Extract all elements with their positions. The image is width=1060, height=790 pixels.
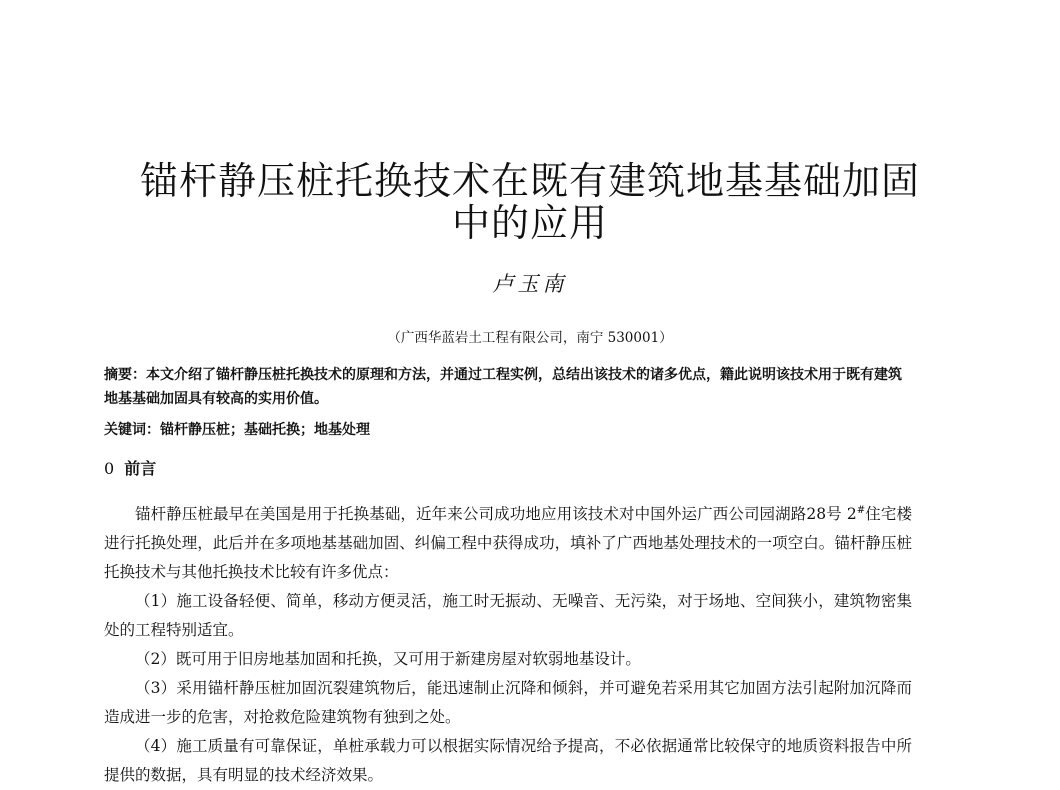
advantage-item-1: （1）施工设备轻便、简单，移动方便灵活，施工时无振动、无噪音、无污染，对于场地、空间狭小，建筑物密集处的工程特别适宜。: [104, 592, 912, 639]
intro-text-part-1: 锚杆静压桩最早在美国是用于托换基础，近年来公司成功地应用该技术对中国外运广西公司园湖路28号 2: [135, 505, 857, 523]
paper-title-line-1: 锚杆静压桩托换技术在既有建筑地基基础加固: [139, 159, 920, 203]
keywords-text: 锚杆静压桩；基础托换；地基处理: [160, 422, 370, 438]
abstract-label: 摘要：: [104, 367, 146, 383]
section-title: 前言: [124, 459, 157, 478]
section-heading: [104, 456, 156, 479]
keywords: [104, 418, 912, 442]
advantage-item-4: （4）施工质量有可靠保证，单桩承载力可以根据实际情况给予提高，不必依据通常比较保守的地质资料报告中所提供的数据，具有明显的技术经济效果。: [104, 737, 912, 784]
body-text: [104, 500, 912, 790]
section-number: 0: [104, 459, 115, 478]
advantage-item-2: （2）既可用于旧房地基加固和托换，又可用于新建房屋对软弱地基设计。: [135, 650, 641, 668]
intro-text-part-2: 住宅楼进行托换处理，此后并在多项地基基础加固、纠偏工程中获得成功，填补了广西地基处理技术的一项空白。锚杆静压桩托换技术与其他托换技术比较有许多优点：: [104, 505, 912, 581]
advantage-item-3: （3）采用锚杆静压桩加固沉裂建筑物后，能迅速制止沉降和倾斜，并可避免若采用其它加固方法引起附加沉降而造成进一步的危害，对抢救危险建筑物有独到之处。: [104, 679, 912, 726]
intro-paragraph: [104, 500, 912, 587]
author-affiliation: （广西华蓝岩土工程有限公司，南宁 530001）: [387, 330, 673, 346]
paper-title-line-2: 中的应用: [451, 201, 608, 245]
keywords-label: 关键词：: [104, 422, 160, 438]
abstract-text: 本文介绍了锚杆静压桩托换技术的原理和方法，并通过工程实例，总结出该技术的诸多优点，籍此说明该技术用于既有建筑地基基础加固具有较高的实用价值。: [104, 367, 902, 407]
author-name: 卢玉南: [492, 272, 568, 296]
intro-superscript: #: [856, 504, 866, 516]
abstract: [104, 363, 912, 411]
